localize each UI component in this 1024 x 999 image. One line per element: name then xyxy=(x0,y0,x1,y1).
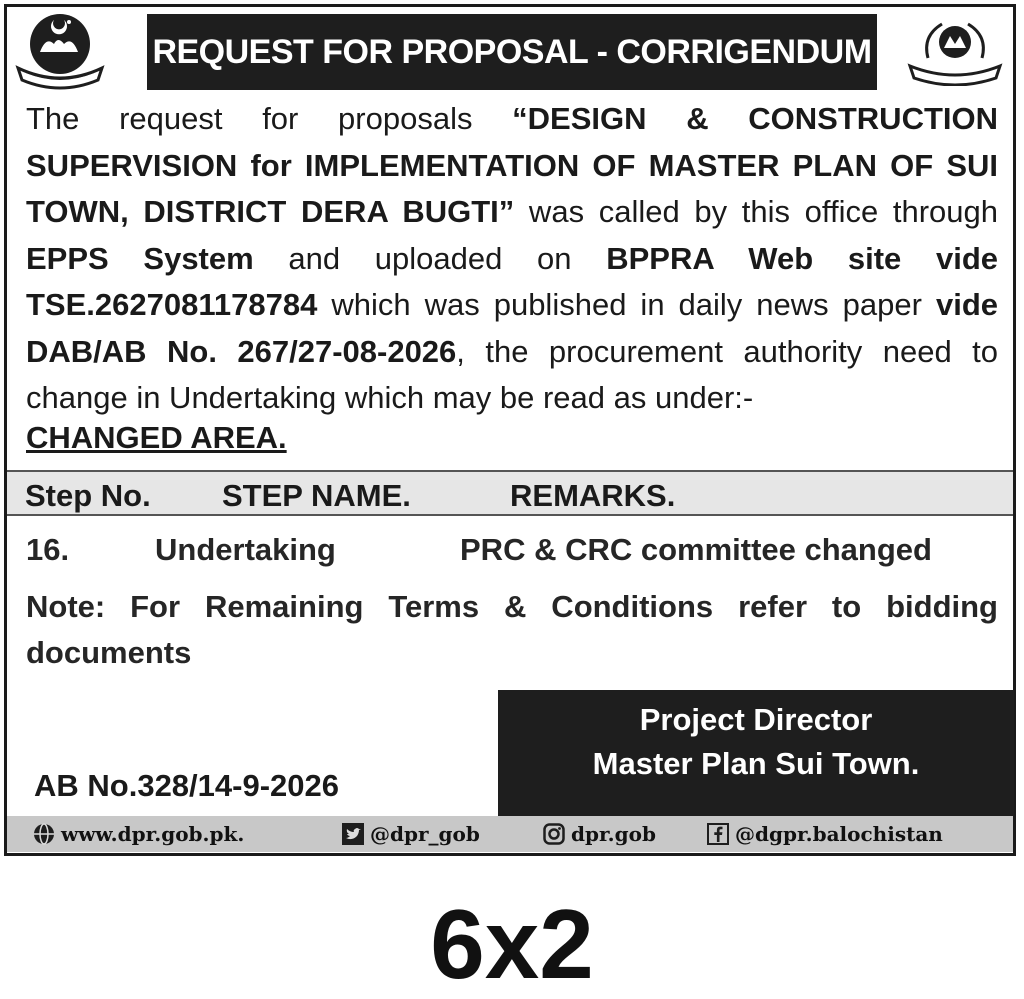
body-paragraph xyxy=(26,96,998,422)
body-text-segment: was called by this office through xyxy=(514,194,998,229)
balochistan-seal-icon xyxy=(14,10,106,90)
ad-size-label: 6x2 xyxy=(430,889,594,999)
social-media-bar xyxy=(7,816,1013,852)
ab-number: AB No.328/14-9-2026 xyxy=(34,768,339,803)
project-name: “DESIGN & CONSTRUCTION SUPERVISION for IMPLEMENTATION OF MASTER PLAN OF SUI TOWN, DISTRICT DERA BUGTI” xyxy=(26,101,998,229)
body-text-segment: which was published in daily news paper xyxy=(317,287,936,322)
facebook-icon xyxy=(707,823,729,845)
dpr-emblem-icon xyxy=(906,14,1004,86)
twitter-icon xyxy=(342,823,364,845)
globe-icon xyxy=(33,823,55,845)
step-number: 16. xyxy=(26,532,70,567)
tse-reference: BPPRA Web site vide TSE.2627081178784 xyxy=(26,240,998,322)
column-header-step-name: STEP NAME. xyxy=(222,478,411,513)
table-header xyxy=(7,470,1013,516)
body-text-segment: The request for proposals xyxy=(26,101,513,136)
signatory-office: Master Plan Sui Town. xyxy=(592,746,920,781)
step-name: Undertaking xyxy=(155,532,336,567)
website-link[interactable]: www.dpr.gob.pk. xyxy=(61,822,245,846)
body-text-segment: and uploaded on xyxy=(253,240,607,276)
instagram-icon xyxy=(543,823,565,845)
facebook-handle[interactable]: @dgpr.balochistan xyxy=(735,822,943,846)
twitter-handle[interactable]: @dpr_gob xyxy=(370,822,480,846)
signature-block xyxy=(498,690,1014,816)
column-header-remarks: REMARKS. xyxy=(510,478,676,513)
changed-area-heading: CHANGED AREA. xyxy=(26,420,287,455)
dab-reference: vide DAB/AB No. 267/27-08-2026 xyxy=(26,287,998,369)
signatory-title: Project Director xyxy=(639,702,873,737)
step-remarks: PRC & CRC committee changed xyxy=(460,532,932,567)
epps-system: EPPS System xyxy=(26,240,254,276)
instagram-handle[interactable]: dpr.gob xyxy=(571,822,656,846)
column-header-step-no: Step No. xyxy=(25,478,151,513)
note: Note: For Remaining Terms & Conditions refer to bidding documents xyxy=(26,589,998,670)
page-title: REQUEST FOR PROPOSAL - CORRIGENDUM xyxy=(152,32,872,71)
table-row xyxy=(0,528,1024,574)
body-text-segment: , the procurement authority need to change in Undertaking which may be read as under:- xyxy=(26,333,998,415)
title-banner xyxy=(147,14,877,90)
